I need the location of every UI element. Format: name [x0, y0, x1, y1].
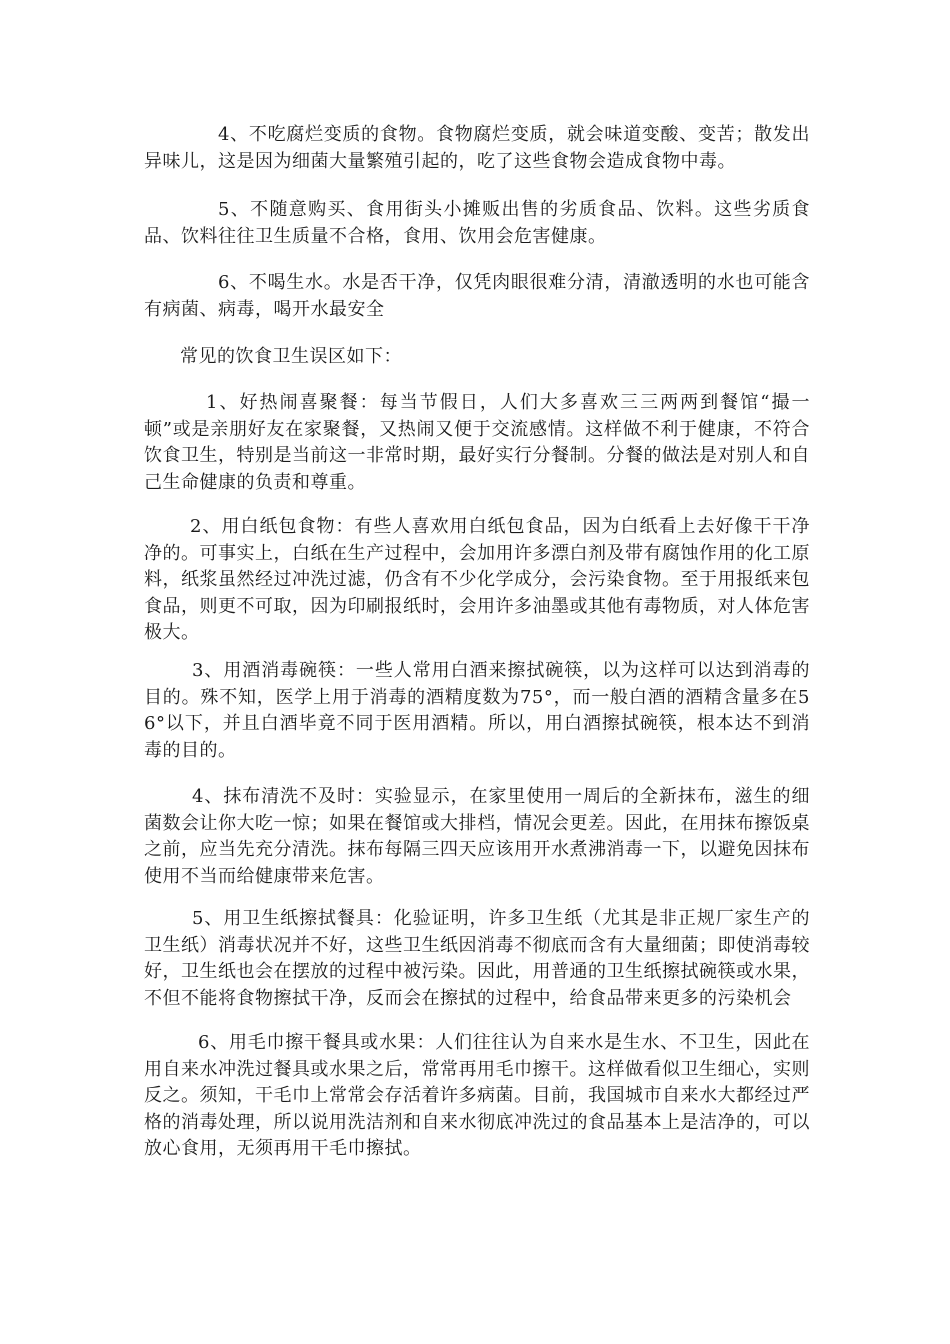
paragraph-misconception-6: 6、用毛巾擦干餐具或水果：人们往往认为自来水是生水、不卫生，因此在用自来水冲洗过餐具或水果之后，常常再用毛巾擦干。这样做看似卫生细心，实则反之。须知，干毛巾上常常会存活着许多病菌。目前，我国城市自来水大都经过严格的消毒处理，所以说用洗洁剂和自来水彻底冲洗过的食品基本上是洁净的，可以放心食用，无须再用干毛巾擦拭。 [144, 1032, 810, 1159]
paragraph-misconception-2: 2、用白纸包食物：有些人喜欢用白纸包食品，因为白纸看上去好像干干净净的。可事实上，白纸在生产过程中，会加用许多漂白剂及带有腐蚀作用的化工原料，纸浆虽然经过冲洗过滤，仍含有不少化学成分，会污染食物。至于用报纸来包食品，则更不可取，因为印刷报纸时，会用许多油墨或其他有毒物质，对人体危害极大。 [144, 516, 810, 643]
paragraph-misconception-1: 1、好热闹喜聚餐：每当节假日，人们大多喜欢三三两两到餐馆“撮一顿”或是亲朋好友在家聚餐，又热闹又便于交流感情。这样做不利于健康，不符合饮食卫生，特别是当前这一非常时期，最好实行分餐制。分餐的做法是对别人和自己生命健康的负责和尊重。 [144, 392, 810, 493]
paragraph-misconception-5: 5、用卫生纸擦拭餐具：化验证明，许多卫生纸（尤其是非正规厂家生产的卫生纸）消毒状况并不好，这些卫生纸因消毒不彻底而含有大量细菌；即使消毒较好，卫生纸也会在摆放的过程中被污染。因此，用普通的卫生纸擦拭碗筷或水果，不但不能将食物擦拭干净，反而会在擦拭的过程中，给食品带来更多的污染机会 [144, 908, 810, 1009]
paragraph-misconception-3: 3、用酒消毒碗筷：一些人常用白酒来擦拭碗筷，以为这样可以达到消毒的目的。殊不知，医学上用于消毒的酒精度数为75°，而一般白酒的酒精含量多在56°以下，并且白酒毕竟不同于医用酒精。所以，用白酒擦拭碗筷，根本达不到消毒的目的。 [144, 660, 810, 761]
paragraph-rule-5: 5、不随意购买、食用街头小摊贩出售的劣质食品、饮料。这些劣质食品、饮料往往卫生质量不合格，食用、饮用会危害健康。 [144, 199, 810, 247]
paragraph-misconception-4: 4、抹布清洗不及时：实验显示，在家里使用一周后的全新抹布，滋生的细菌数会让你大吃一惊；如果在餐馆或大排档，情况会更差。因此，在用抹布擦饭桌之前，应当先充分清洗。抹布每隔三四天应该用开水煮沸消毒一下，以避免因抹布使用不当而给健康带来危害。 [144, 786, 810, 887]
paragraph-rule-6: 6、不喝生水。水是否干净，仅凭肉眼很难分清，清澈透明的水也可能含有病菌、病毒，喝开水最安全 [144, 272, 810, 320]
paragraph-rule-4: 4、不吃腐烂变质的食物。食物腐烂变质，就会味道变酸、变苦；散发出异味儿，这是因为细菌大量繁殖引起的，吃了这些食物会造成食物中毒。 [144, 124, 810, 172]
section-heading: 常见的饮食卫生误区如下： [180, 346, 402, 367]
